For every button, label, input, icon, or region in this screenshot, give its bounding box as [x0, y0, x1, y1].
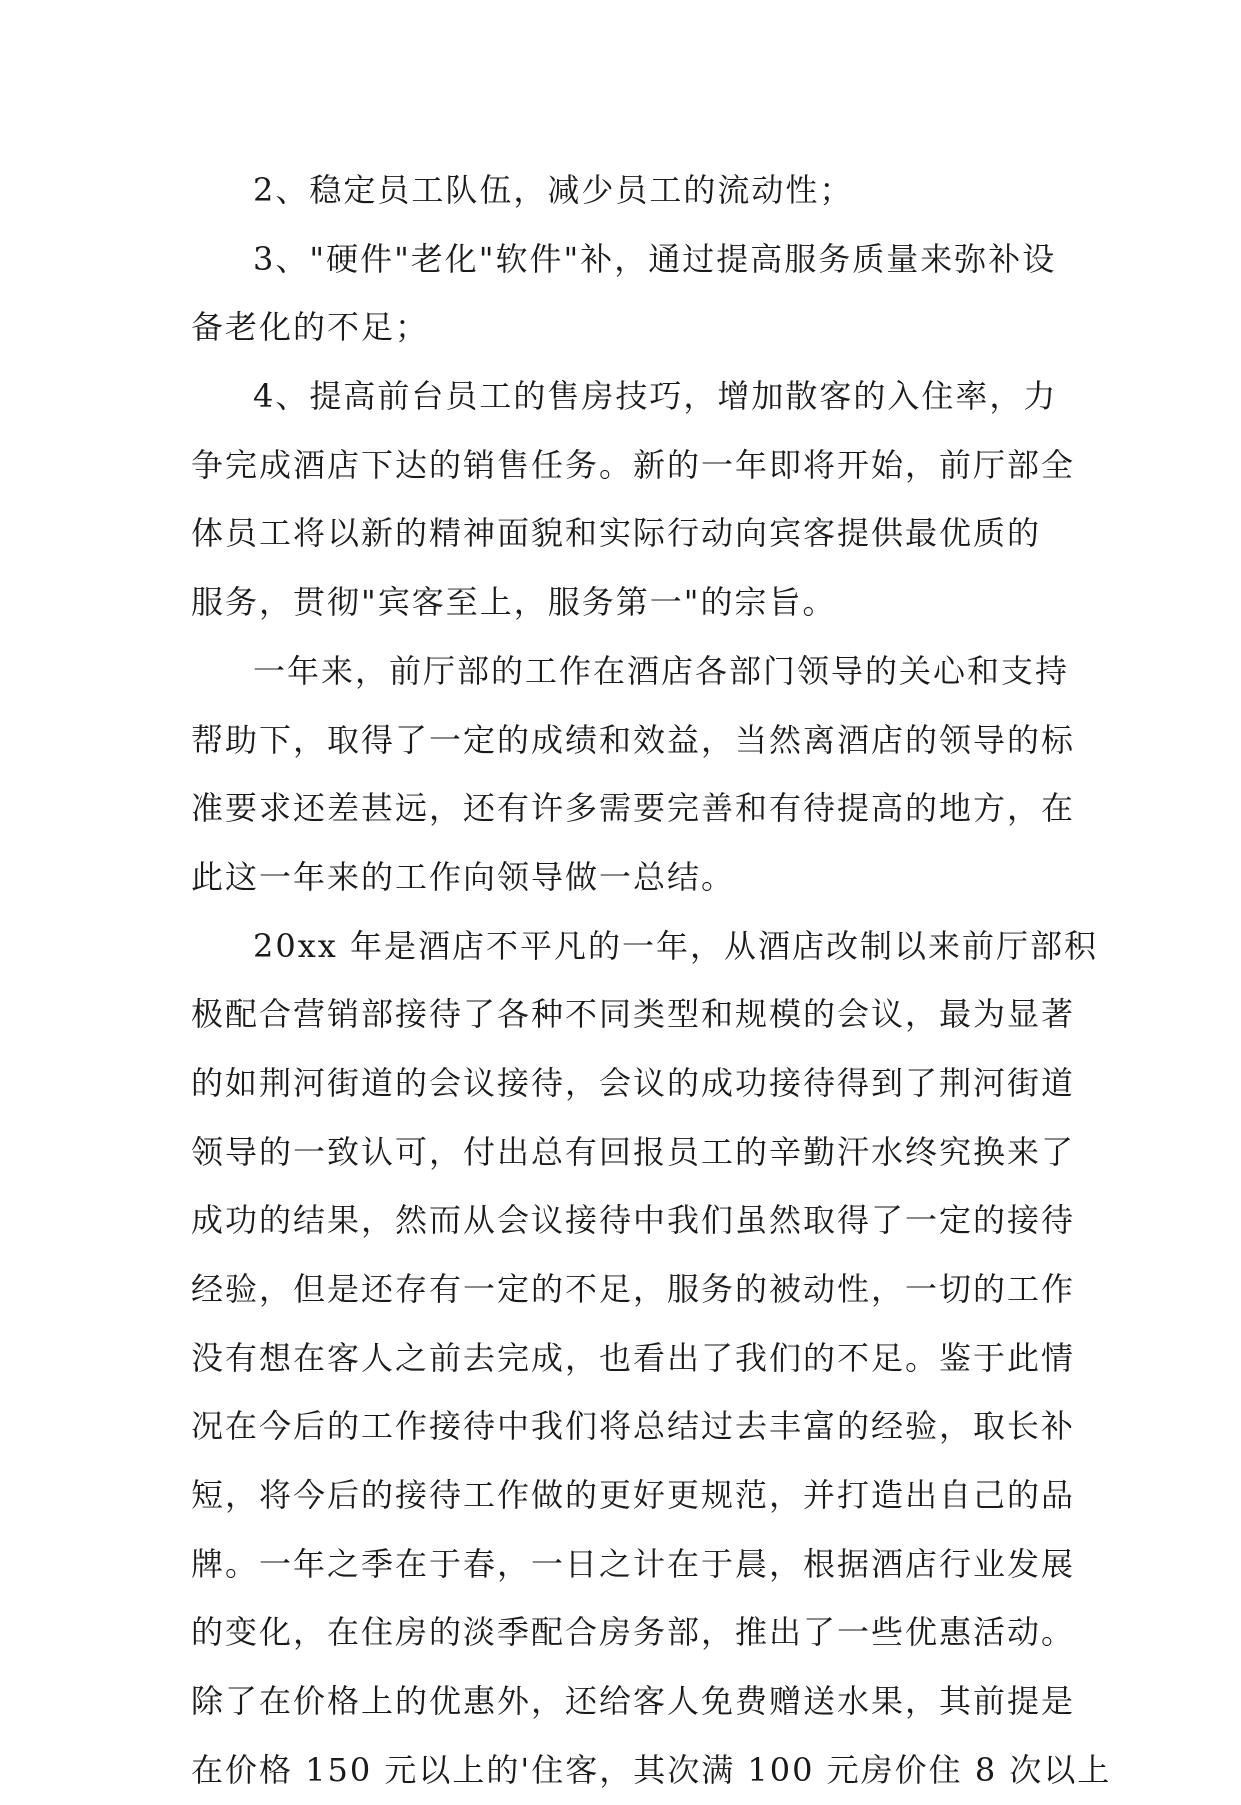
text-line: 20xx 年是酒店不平凡的一年，从酒店改制以来前厅部积 [253, 926, 1098, 965]
text-line: 一年来，前厅部的工作在酒店各部门领导的关心和支持 [253, 651, 1070, 690]
text-line: 体员工将以新的精神面貌和实际行动向宾客提供最优质的 [191, 514, 1042, 553]
text-line: 服务，贯彻"宾客至上，服务第一"的宗旨。 [191, 583, 837, 622]
paragraph-year-review [191, 912, 1112, 1805]
document-body [191, 156, 1112, 1805]
text-line: 备老化的不足； [191, 308, 430, 347]
text-line: 的变化，在住房的淡季配合房务部，推出了一些优惠活动。 [191, 1613, 1076, 1652]
text-line: 况在今后的工作接待中我们将总结过去丰富的经验，取长补 [191, 1407, 1076, 1446]
text-line: 2、稳定员工队伍，减少员工的流动性； [253, 171, 854, 209]
text-line: 争完成酒店下达的销售任务。新的一年即将开始，前厅部全 [191, 445, 1076, 484]
paragraph-goal-4 [191, 362, 1076, 637]
text-line: 极配合营销部接待了各种不同类型和规模的会议，最为显著 [191, 995, 1076, 1034]
text-line: 除了在价格上的优惠外，还给客人免费赠送水果，其前提是 [191, 1682, 1076, 1721]
text-line: 在价格 150 元以上的'住客，其次满 100 元房价住 8 次以上 [191, 1750, 1112, 1789]
paragraph-goal-2 [191, 156, 1071, 225]
text-line: 经验，但是还存有一定的不足，服务的被动性，一切的工作 [191, 1270, 1076, 1308]
text-line: 4、提高前台员工的售房技巧，增加散客的入住率，力 [253, 377, 1058, 416]
text-line: 准要求还差甚远，还有许多需要完善和有待提高的地方，在 [191, 789, 1076, 828]
paragraph-goal-3 [191, 225, 1071, 362]
text-line: 牌。一年之季在于春，一日之计在于晨，根据酒店行业发展 [191, 1544, 1076, 1583]
text-line: 此这一年来的工作向领导做一总结。 [191, 857, 736, 896]
text-line: 成功的结果，然而从会议接待中我们虽然取得了一定的接待 [191, 1201, 1076, 1240]
text-line: 3、"硬件"老化"软件"补，通过提高服务质量来弥补设 [253, 239, 1057, 278]
text-line: 领导的一致认可，付出总有回报员工的辛勤汗水终究换来了 [191, 1132, 1076, 1171]
text-line: 短，将今后的接待工作做的更好更规范，并打造出自己的品 [191, 1476, 1076, 1515]
text-line: 没有想在客人之前去完成，也看出了我们的不足。鉴于此情 [191, 1338, 1076, 1377]
paragraph-intro [191, 637, 1076, 912]
text-line: 帮助下，取得了一定的成绩和效益，当然离酒店的领导的标 [191, 720, 1076, 759]
text-line: 的如荆河街道的会议接待，会议的成功接待得到了荆河街道 [191, 1063, 1076, 1102]
